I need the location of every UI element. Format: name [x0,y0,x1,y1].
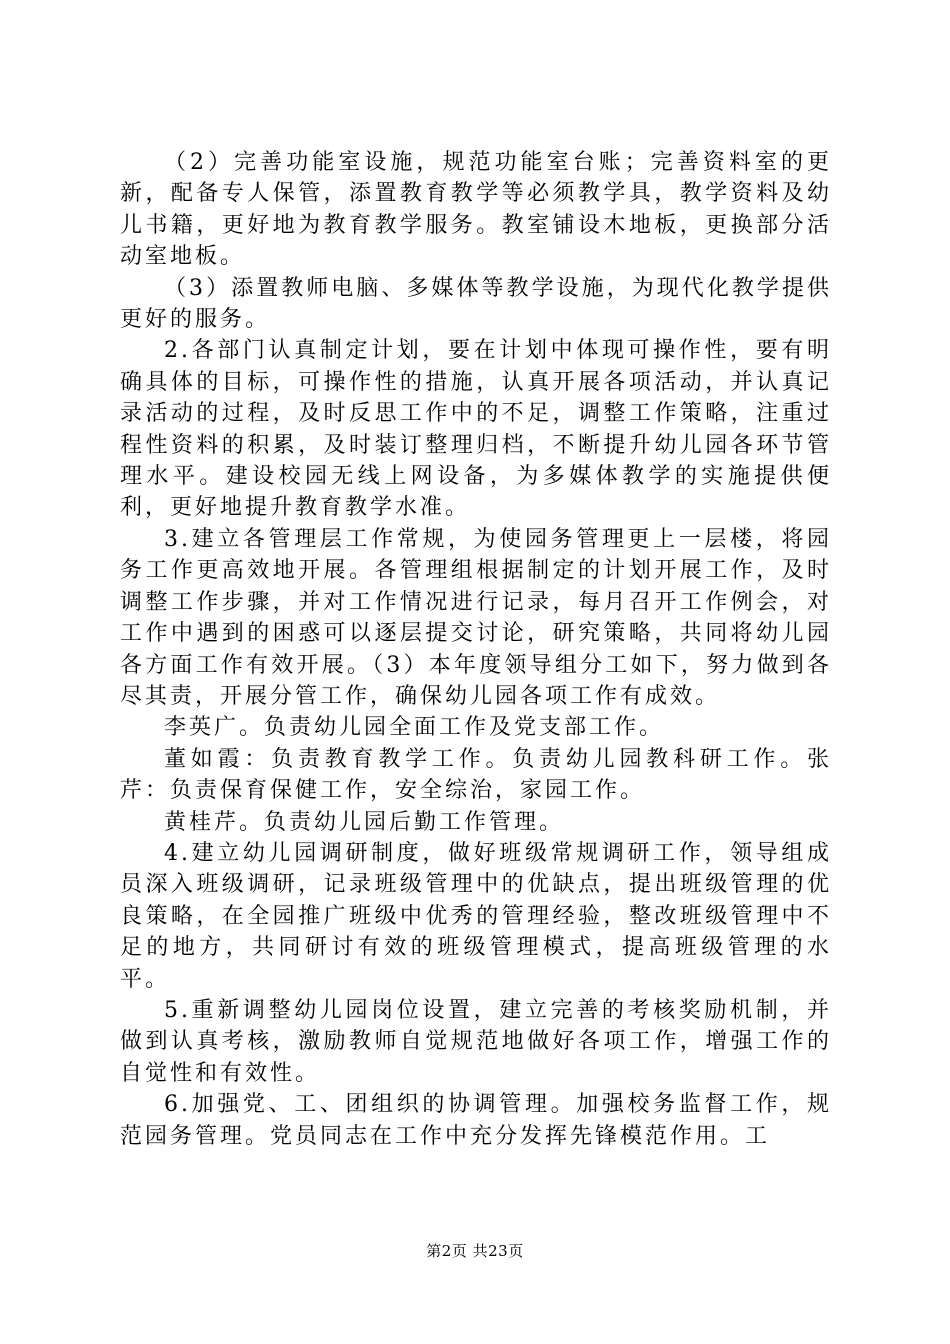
paragraph-party-coordination: 6.加强党、工、团组织的协调管理。加强校务监督工作，规范园务管理。党员同志在工作中充分发挥先锋模范作用。工 [120,1092,832,1149]
paragraph-post-adjustment: 5.重新调整幼儿园岗位设置，建立完善的考核奖励机制，并做到认真考核，激励教师自觉规范地做好各项工作，增强工作的自觉性和有效性。 [120,997,832,1086]
page-number-footer: 第2页 共23页 [426,1242,524,1260]
paragraph-leader-dong-zhang: 董如霞：负责教育教学工作。负责幼儿园教科研工作。张芹：负责保育保健工作，安全综治，家园工作。 [120,746,832,804]
paragraph-leader-huang: 黄桂芹。负责幼儿园后勤工作管理。 [164,809,565,835]
paragraph-facility-upgrade: （2）完善功能室设施，规范功能室台账；完善资料室的更新，配备专人保管，添置教育教学等必须教学具，教学资料及幼儿书籍，更好地为教育教学服务。教室铺设木地板，更换部分活动室地板。 [120,150,832,270]
paragraph-teaching-equipment: （3）添置教师电脑、多媒体等教学设施，为现代化教学提供更好的服务。 [120,275,832,333]
paragraph-department-plans: 2.各部门认真制定计划，要在计划中体现可操作性，要有明确具体的目标，可操作性的措施，认真开展各项活动，并认真记录活动的过程，及时反思工作中的不足，调整工作策略，注重过程性资料的积累，及时装订整理归档，不断提升幼儿园各环节管理水平。建设校园无线上网设备，为多媒体教学的实施提供便利，更好地提升教育教学水准。 [120,338,832,521]
document-body [120,147,832,1152]
paragraph-research-system: 4.建立幼儿园调研制度，做好班级常规调研工作，领导组成员深入班级调研，记录班级管理中的优缺点，提出班级管理的优良策略，在全园推广班级中优秀的管理经验，整改班级管理中不足的地方，共同研讨有效的班级管理模式，提高班级管理的水平。 [120,840,832,992]
paragraph-leader-li: 李英广。负责幼儿园全面工作及党支部工作。 [164,715,665,741]
paragraph-management-routine: 3.建立各管理层工作常规，为使园务管理更上一层楼，将园务工作更高效地开展。各管理组根据制定的计划开展工作，及时调整工作步骤，并对工作情况进行记录，每月召开工作例会，对工作中遇到的困惑可以逐层提交讨论，研究策略，共同将幼儿园各方面工作有效开展。（3）本年度领导组分工如下，努力做到各尽其责，开展分管工作，确保幼儿园各项工作有成效。 [120,526,832,709]
